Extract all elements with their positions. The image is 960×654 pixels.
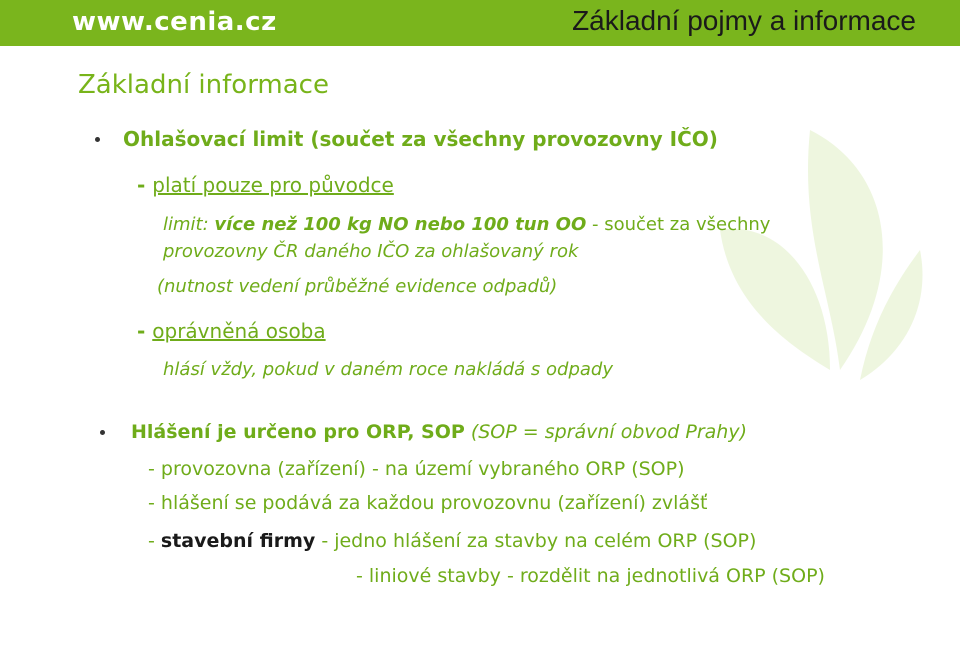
hlaseni-line-3	[148, 530, 756, 552]
hlaseni-heading-italic: (SOP = správní obvod Prahy)	[464, 421, 748, 443]
line3-rest: - jedno hlášení za stavby na celém ORP (SOP)	[315, 530, 757, 552]
hlaseni-heading-bold: Hlášení je určeno pro ORP, SOP	[131, 421, 465, 443]
limit-line-2: provozovny ČR daného IČO za ohlašovaný rok	[163, 241, 579, 262]
evidence-note: (nutnost vedení průběžné evidence odpadů)	[157, 276, 558, 297]
limit-line-1	[163, 214, 770, 235]
hlaseni-line-4: - liniové stavby - rozdělit na jednotlivá ORP (SOP)	[356, 565, 825, 587]
leaf-watermark-icon	[660, 110, 960, 410]
slide-title: Základní pojmy a informace	[572, 5, 916, 36]
hlaseni-line-1: - provozovna (zařízení) - na území vybraného ORP (SOP)	[148, 458, 685, 480]
hlaseni-line-2: - hlášení se podává za každou provozovnu (zařízení) zvlášť	[148, 492, 708, 514]
limit-bold: více než 100 kg NO nebo 100 tun OO	[214, 214, 587, 235]
line3-prefix: -	[148, 530, 161, 552]
line3-bold: stavební firmy	[160, 530, 316, 552]
sub-item-prefix: -	[137, 173, 153, 197]
sub-item-label: oprávněná osoba	[152, 319, 326, 343]
sub-item-label: platí pouze pro původce	[152, 173, 394, 197]
bullet-dot	[95, 137, 100, 142]
limit-suffix: - součet za všechny	[586, 214, 771, 235]
bullet-dot	[100, 430, 105, 435]
sub-item-prefix: -	[137, 319, 153, 343]
bullet-heading-limit: Ohlašovací limit (součet za všechny provozovny IČO)	[123, 127, 718, 151]
limit-prefix: limit:	[163, 214, 215, 235]
sub-item-puvodce	[137, 173, 394, 197]
section-title: Základní informace	[78, 70, 329, 100]
header-bar	[0, 0, 960, 46]
opravnena-osoba-text: hlásí vždy, pokud v daném roce nakládá s odpady	[163, 359, 613, 380]
bullet-heading-hlaseni	[131, 421, 747, 443]
cenia-logo: www.cenia.cz	[72, 7, 277, 37]
sub-item-opravnena-osoba	[137, 319, 326, 343]
